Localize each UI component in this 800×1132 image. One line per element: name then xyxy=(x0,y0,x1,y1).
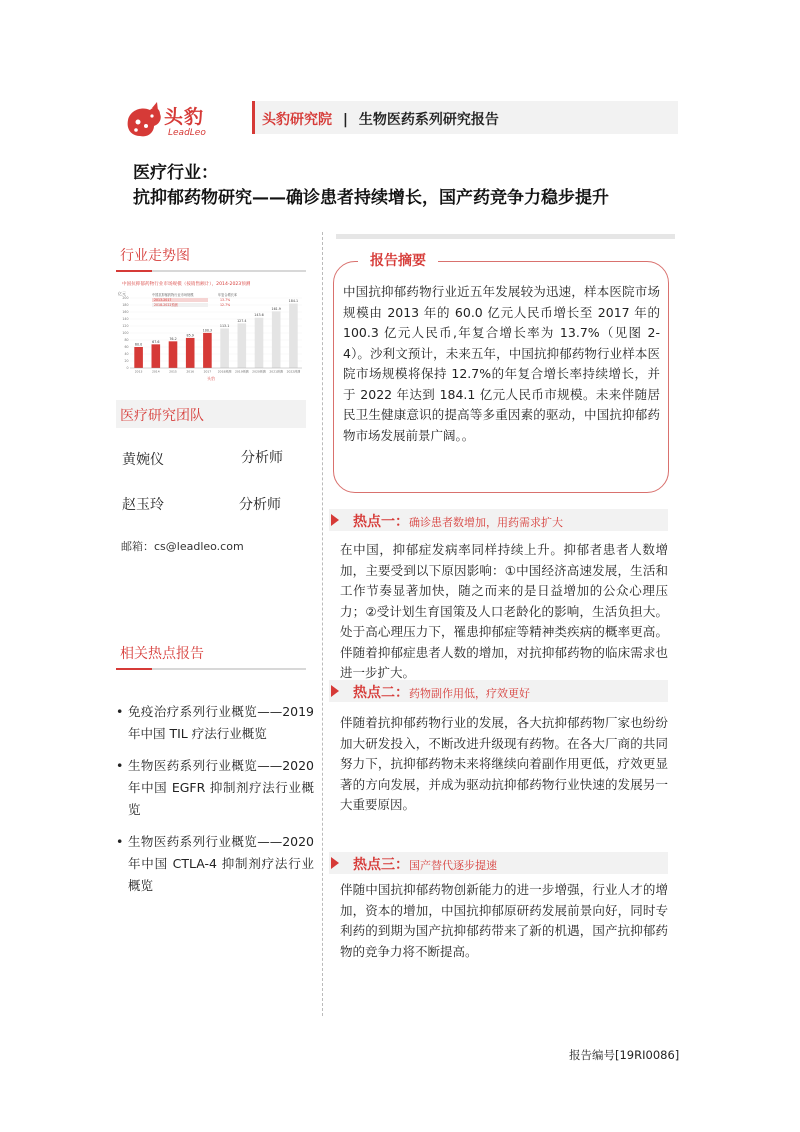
analyst-role: 分析师 xyxy=(239,497,281,513)
chevron-right-icon xyxy=(329,513,341,527)
chart-legend-label: 2018-2022预测 xyxy=(154,303,178,307)
hotspot-subtitle: 国产替代逐步提速 xyxy=(409,859,497,872)
contact-email[interactable]: 邮箱：cs@leadleo.com xyxy=(121,540,244,553)
chart-y-tick: 200 xyxy=(122,296,129,301)
chart-y-tick: 120 xyxy=(122,324,129,329)
hotspot-header xyxy=(329,852,668,874)
hotspot-title-label: 热点二： xyxy=(353,685,409,701)
related-heading-underline xyxy=(116,668,306,670)
header-institute: 头豹研究院 xyxy=(262,112,332,128)
header-series: 生物医药系列研究报告 xyxy=(358,112,499,128)
chart-data-label: 184.1 xyxy=(288,299,299,304)
chart-bar xyxy=(238,323,247,368)
hotspot-title xyxy=(353,511,563,531)
related-report-item[interactable]: • 免疫治疗系列行业概览——2019 年中国 TIL 疗法行业概览 xyxy=(116,701,314,745)
chart-x-tick: 2014 xyxy=(151,369,160,374)
analyst-name: 黄婉仪 xyxy=(122,452,164,468)
analyst-role: 分析师 xyxy=(241,450,283,466)
chart-x-tick: 2021预测 xyxy=(269,369,284,374)
chart-ylabel: 亿元 xyxy=(118,291,126,296)
related-report-list xyxy=(116,701,314,907)
hotspot-title-label: 热点一： xyxy=(353,514,409,530)
hotspot-header xyxy=(329,680,668,702)
trend-heading xyxy=(116,245,306,269)
brand-logo xyxy=(124,100,224,144)
chart-bar xyxy=(152,344,161,368)
chart-data-label: 127.4 xyxy=(237,318,247,323)
chart-y-tick: 80 xyxy=(124,338,129,343)
chart-bar xyxy=(289,304,298,368)
summary-top-strip xyxy=(336,234,675,239)
hotspot-header xyxy=(329,509,668,531)
chart-legend-header: 中国抗抑郁药物行业市场规模 xyxy=(152,293,194,297)
chart-legend-cagr: 13.7% xyxy=(220,298,231,302)
chevron-right-icon xyxy=(329,856,341,870)
chart-bar xyxy=(255,318,264,368)
chart-data-label: 76.2 xyxy=(169,336,177,341)
chevron-right-icon xyxy=(329,684,341,698)
chart-bar xyxy=(203,333,212,368)
chart-data-label: 60.0 xyxy=(134,342,143,347)
hotspot-text: 伴随着抗抑郁药物行业的发展，各大抗抑郁药物厂家也纷纷加大研发投入，不断改进升级现有药物。在各大厂商的共同努力下，抗抑郁药物未来将继续向着副作用更低，疗效更显著的方向发展，并成为驱动抗抑郁药物行业快速的发展另一大重要原因。 xyxy=(340,715,668,812)
brand-name-en: LeadLeo xyxy=(168,128,206,138)
report-number: 报告编号[19RI0086] xyxy=(569,1048,680,1062)
related-heading-label: 相关热点报告 xyxy=(120,646,204,662)
chart-legend-cagr: 12.7% xyxy=(220,303,231,307)
chart-data-label: 161.9 xyxy=(271,306,281,311)
page-title-line2: 抗抑郁药物研究——确诊患者持续增长，国产药竞争力稳步提升 xyxy=(133,188,609,208)
hotspot-title-label: 热点三： xyxy=(353,857,409,873)
summary-text: 中国抗抑郁药物行业近五年发展较为迅速，样本医院市场规模由 2013 年的 60.0 亿元人民币增长至 2017 年的 100.3 亿元人民币,年复合增长率为 13.7%（见图 2-4）。沙利文预计，未来五年，中国抗抑郁药物行业样本医院市场规模将保持 12.7%的年复合增长率持续增长，并于 2022 年达到 184.1 亿元人民币市规模。未来伴随居民卫生健康意识的提高等多重因素的驱动，中国抗抑郁药物市场发展前景广阔。。 xyxy=(343,284,660,443)
related-report-item[interactable]: • 生物医药系列行业概览——2020 年中国 EGFR 抑制剂疗法行业概览 xyxy=(116,755,314,821)
trend-chart xyxy=(116,276,306,382)
chart-y-tick: 180 xyxy=(122,303,129,308)
trend-heading-label: 行业走势图 xyxy=(120,248,190,264)
chart-legend-label: 2013-2017 xyxy=(154,298,172,302)
chart-data-label: 85.9 xyxy=(186,333,194,338)
chart-data-label: 113.1 xyxy=(219,323,230,328)
chart-data-label: 143.6 xyxy=(254,313,264,318)
chart-bar xyxy=(186,338,195,368)
chart-y-tick: 40 xyxy=(124,352,129,357)
analyst-name: 赵玉玲 xyxy=(122,497,164,513)
chart-y-tick: 160 xyxy=(122,310,129,315)
page-title-line1: 医疗行业： xyxy=(133,163,218,183)
chart-y-tick: 20 xyxy=(124,359,129,364)
hotspot-title xyxy=(353,682,530,702)
chart-bar xyxy=(134,347,143,368)
trend-chart-svg xyxy=(116,276,306,382)
chart-x-tick: 2022预测 xyxy=(286,369,301,374)
hotspot-subtitle: 药物副作用低，疗效更好 xyxy=(409,687,530,700)
chart-legend-header: 年复合增长率 xyxy=(218,293,238,297)
leopard-logo-icon xyxy=(124,102,164,140)
chart-x-tick: 2013 xyxy=(134,369,143,374)
chart-y-tick: 0 xyxy=(126,366,129,371)
chart-x-tick: 2016 xyxy=(186,369,195,374)
chart-x-tick: 2017 xyxy=(203,369,212,374)
chart-bar xyxy=(169,341,178,368)
header-accent-bar xyxy=(252,101,255,134)
chart-data-label: 67.6 xyxy=(152,339,160,344)
related-report-item[interactable]: • 生物医药系列行业概览——2020 年中国 CTLA-4 抑制剂疗法行业概览 xyxy=(116,831,314,897)
chart-y-tick: 60 xyxy=(124,345,129,350)
summary-label: 报告摘要 xyxy=(358,250,438,270)
header-separator: | xyxy=(342,112,348,128)
hotspot-subtitle: 确诊患者数增加，用药需求扩大 xyxy=(409,516,563,529)
brand-name-cn: 头豹 xyxy=(164,106,205,128)
team-heading: 医疗研究团队 xyxy=(116,400,306,428)
trend-heading-underline xyxy=(116,270,306,272)
hotspot-text: 伴随中国抗抑郁药物创新能力的进一步增强，行业人才的增加，资本的增加，中国抗抑郁原研药发展前景向好，同时专利药的到期为国产抗抑郁药带来了新的机遇，国产抗抑郁药物的竞争力将不断提高。 xyxy=(340,882,668,959)
chart-y-tick: 140 xyxy=(122,317,129,322)
chart-x-tick: 2019预测 xyxy=(234,369,249,374)
chart-x-tick: 2015 xyxy=(169,369,177,374)
hotspot-text: 在中国，抑郁症发病率同样持续上升。抑郁者患者人数增加，主要受到以下原因影响：①中国经济高速发展，生活和工作节奏显著加快，随之而来的是日益增加的公众心理压力；②受计划生育国策及人口老龄化的影响，生活负担大。处于高心理压力下，罹患抑郁症等精神类疾病的概率更高。伴随着抑郁症患者人数的增加，对抗抑郁药物的临床需求也进一步扩大。 xyxy=(340,542,668,680)
hotspot-title xyxy=(353,854,497,874)
related-heading xyxy=(116,643,306,667)
column-divider xyxy=(322,232,323,1016)
chart-y-tick: 100 xyxy=(122,331,129,336)
chart-legend xyxy=(152,292,238,307)
header-title xyxy=(262,109,499,129)
chart-bar xyxy=(272,311,281,368)
chart-x-tick: 2020预测 xyxy=(252,369,266,374)
chart-watermark-logo: 头豹 xyxy=(207,376,215,381)
chart-data-label: 100.3 xyxy=(202,328,213,333)
chart-x-tick: 2018预测 xyxy=(217,369,232,374)
chart-bar xyxy=(220,328,229,368)
chart-title: 中国抗抑郁药物行业市场规模（按销售额计），2014-2023预测 xyxy=(122,282,251,287)
